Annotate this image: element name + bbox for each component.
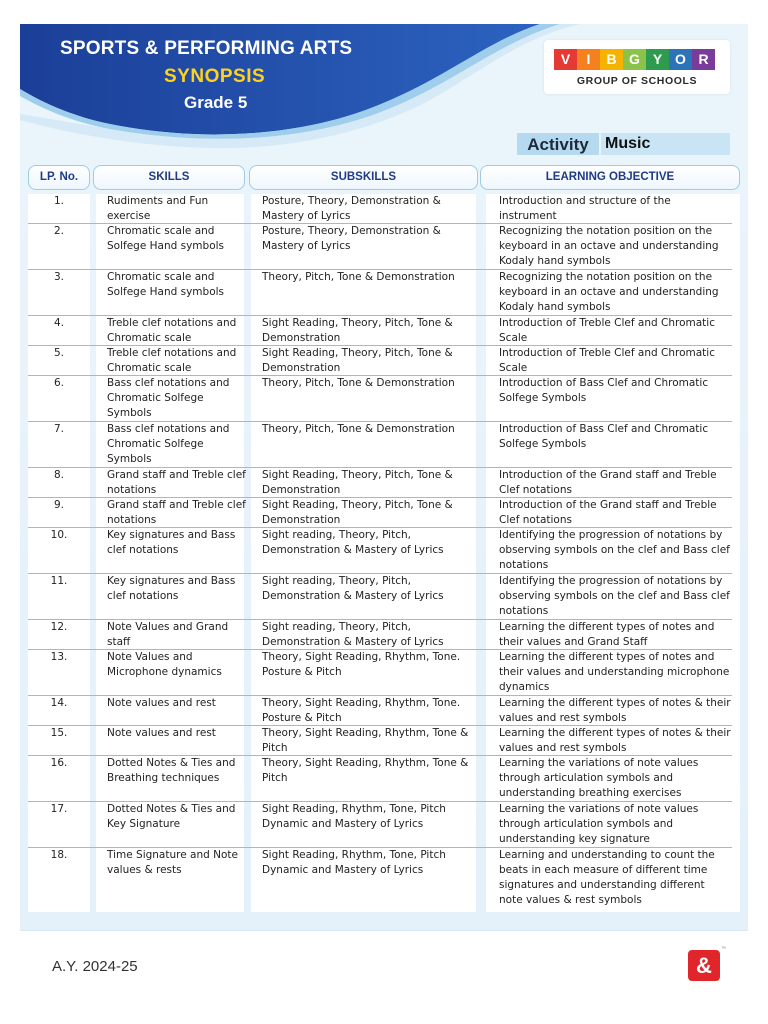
activity-box [517, 133, 730, 155]
row-number: 1. [53, 195, 65, 207]
row-skill: Chromatic scale and Solfege Hand symbols [107, 225, 225, 252]
row-number: 10. [50, 529, 68, 541]
row-skill: Grand staff and Treble clef notations [107, 469, 246, 496]
row-number: 2. [53, 225, 65, 237]
row-skill: Key signatures and Bass clef notations [107, 529, 236, 556]
row-number: 13. [50, 651, 68, 663]
row-subskill: Theory, Sight Reading, Rhythm, Tone. Posture & Pitch [262, 651, 461, 678]
table-row [28, 650, 732, 696]
row-subskill: Theory, Sight Reading, Rhythm, Tone & Pitch [262, 727, 469, 754]
row-skill: Bass clef notations and Chromatic Solfege Symbols [107, 423, 230, 465]
col-header-subskills: SUBSKILLS [249, 165, 478, 190]
row-skill: Treble clef notations and Chromatic scale [107, 317, 237, 344]
trademark-icon: ™ [721, 946, 726, 952]
row-skill: Bass clef notations and Chromatic Solfege Symbols [107, 377, 230, 419]
row-subskill: Sight reading, Theory, Pitch, Demonstration & Mastery of Lyrics [262, 529, 444, 556]
table-row [28, 848, 732, 910]
row-number: 5. [53, 347, 65, 359]
row-subskill: Theory, Pitch, Tone & Demonstration [262, 377, 455, 389]
row-number: 18. [50, 849, 68, 861]
row-skill: Treble clef notations and Chromatic scale [107, 347, 237, 374]
row-learning-objective: Learning the different types of notes & their values and rest symbols [499, 697, 731, 724]
col-header-lp-no: LP. No. [28, 165, 90, 190]
row-learning-objective: Learning the different types of notes and their values and understanding microphone dynamics [499, 651, 730, 693]
row-skill: Note Values and Microphone dynamics [107, 651, 222, 678]
row-skill: Dotted Notes & Ties and Breathing techniques [107, 757, 236, 784]
row-number: 8. [53, 469, 65, 481]
row-subskill: Sight reading, Theory, Pitch, Demonstration & Mastery of Lyrics [262, 575, 444, 602]
row-skill: Key signatures and Bass clef notations [107, 575, 236, 602]
table-row [28, 756, 732, 802]
table-row [28, 346, 732, 376]
row-number: 14. [50, 697, 68, 709]
row-number: 12. [50, 621, 68, 633]
row-learning-objective: Introduction of Treble Clef and Chromatic Scale [499, 347, 715, 374]
logo-letter: O [669, 49, 692, 70]
row-subskill: Sight Reading, Theory, Pitch, Tone & Demonstration [262, 469, 453, 496]
synopsis-table [28, 194, 732, 910]
row-learning-objective: Learning the different types of notes & their values and rest symbols [499, 727, 731, 754]
table-row [28, 270, 732, 316]
activity-value: Music [601, 133, 730, 155]
row-learning-objective: Recognizing the notation position on the keyboard in an octave and understanding Kodaly hand symbols [499, 271, 719, 313]
vibgyor-logo [544, 40, 730, 94]
row-subskill: Theory, Sight Reading, Rhythm, Tone. Posture & Pitch [262, 697, 461, 724]
row-number: 16. [50, 757, 68, 769]
row-learning-objective: Learning and understanding to count the beats in each measure of different time signatures and understanding different note values & rest symbols [499, 849, 715, 906]
table-row [28, 696, 732, 726]
page-title: SPORTS & PERFORMING ARTS [60, 38, 353, 59]
table-row [28, 620, 732, 650]
table-row [28, 574, 732, 620]
row-learning-objective: Identifying the progression of notations by observing symbols on the clef and Bass clef notations [499, 529, 730, 571]
row-skill: Note Values and Grand staff [107, 621, 229, 648]
row-number: 17. [50, 803, 68, 815]
row-subskill: Theory, Sight Reading, Rhythm, Tone & Pitch [262, 757, 469, 784]
row-subskill: Theory, Pitch, Tone & Demonstration [262, 271, 455, 283]
logo-letter: G [623, 49, 646, 70]
col-header-learning-objective: LEARNING OBJECTIVE [480, 165, 740, 190]
row-subskill: Sight Reading, Rhythm, Tone, Pitch Dynamic and Mastery of Lyrics [262, 849, 446, 876]
row-learning-objective: Learning the different types of notes and their values and Grand Staff [499, 621, 715, 648]
page-subtitle: SYNOPSIS [164, 66, 266, 87]
row-learning-objective: Introduction of Bass Clef and Chromatic Solfege Symbols [499, 423, 709, 450]
row-skill: Chromatic scale and Solfege Hand symbols [107, 271, 225, 298]
row-subskill: Posture, Theory, Demonstration & Mastery of Lyrics [262, 225, 441, 252]
row-subskill: Sight reading, Theory, Pitch, Demonstration & Mastery of Lyrics [262, 621, 444, 648]
row-learning-objective: Introduction and structure of the instrument [499, 195, 671, 222]
grade-label: Grade 5 [184, 93, 248, 112]
row-number: 9. [53, 499, 65, 511]
table-row [28, 528, 732, 574]
col-header-skills: SKILLS [93, 165, 245, 190]
row-subskill: Sight Reading, Theory, Pitch, Tone & Demonstration [262, 499, 453, 526]
row-learning-objective: Introduction of Bass Clef and Chromatic Solfege Symbols [499, 377, 709, 404]
table-row [28, 802, 732, 848]
academic-year: A.Y. 2024-25 [52, 958, 138, 975]
row-number: 4. [53, 317, 65, 329]
row-number: 7. [53, 423, 65, 435]
row-subskill: Posture, Theory, Demonstration & Mastery of Lyrics [262, 195, 441, 222]
row-learning-objective: Learning the variations of note values through articulation symbols and understanding breathing exercises [499, 757, 699, 799]
row-learning-objective: Learning the variations of note values through articulation symbols and understanding key signature [499, 803, 699, 845]
logo-letter: I [577, 49, 600, 70]
row-subskill: Sight Reading, Theory, Pitch, Tone & Demonstration [262, 317, 453, 344]
logo-letter: Y [646, 49, 669, 70]
logo-letter: R [692, 49, 715, 70]
footer-divider [20, 930, 748, 931]
table-row [28, 468, 732, 498]
brand-mark-logo: & [688, 950, 720, 981]
row-skill: Time Signature and Note values & rests [107, 849, 238, 876]
row-subskill: Sight Reading, Theory, Pitch, Tone & Demonstration [262, 347, 453, 374]
table-row [28, 316, 732, 346]
row-skill: Note values and rest [107, 697, 216, 709]
row-skill: Grand staff and Treble clef notations [107, 499, 246, 526]
logo-letter: B [600, 49, 623, 70]
row-skill: Dotted Notes & Ties and Key Signature [107, 803, 236, 830]
row-number: 3. [53, 271, 65, 283]
logo-letters [554, 49, 715, 70]
row-number: 6. [53, 377, 65, 389]
row-learning-objective: Introduction of the Grand staff and Treble Clef notations [499, 499, 717, 526]
row-learning-objective: Identifying the progression of notations by observing symbols on the clef and Bass clef notations [499, 575, 730, 617]
logo-letter: V [554, 49, 577, 70]
table-row [28, 194, 732, 224]
row-learning-objective: Recognizing the notation position on the keyboard in an octave and understanding Kodaly hand symbols [499, 225, 719, 267]
row-subskill: Sight Reading, Rhythm, Tone, Pitch Dynamic and Mastery of Lyrics [262, 803, 446, 830]
row-learning-objective: Introduction of the Grand staff and Treble Clef notations [499, 469, 717, 496]
table-row [28, 422, 732, 468]
row-number: 11. [50, 575, 68, 587]
table-row [28, 498, 732, 528]
table-row [28, 726, 732, 756]
row-skill: Note values and rest [107, 727, 216, 739]
logo-subtitle: GROUP OF SCHOOLS [576, 75, 698, 87]
row-skill: Rudiments and Fun exercise [107, 195, 209, 222]
activity-label: Activity [517, 133, 599, 155]
table-row [28, 376, 732, 422]
row-subskill: Theory, Pitch, Tone & Demonstration [262, 423, 455, 435]
row-number: 15. [50, 727, 68, 739]
row-learning-objective: Introduction of Treble Clef and Chromatic Scale [499, 317, 715, 344]
table-row [28, 224, 732, 270]
